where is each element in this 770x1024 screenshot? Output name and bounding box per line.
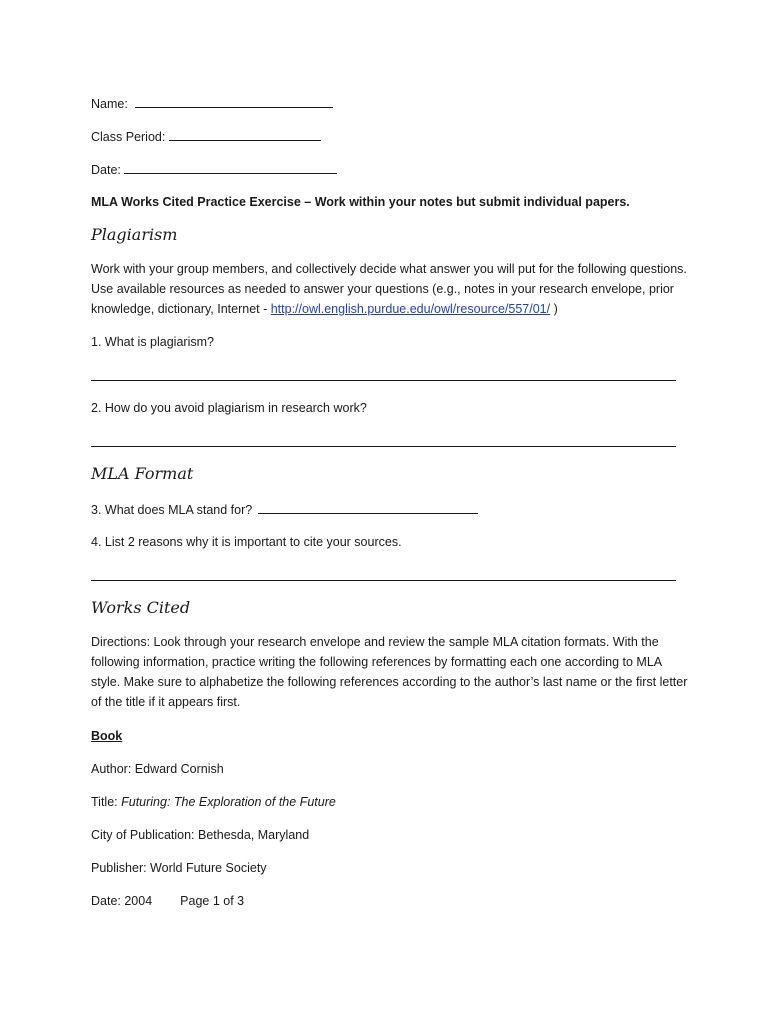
- book-date: Date: 2004: [91, 894, 153, 908]
- name-field[interactable]: [135, 95, 333, 108]
- book-date-row: [91, 893, 244, 909]
- answer-line-2[interactable]: [91, 446, 676, 447]
- mla-format-heading: MLA Format: [91, 464, 194, 483]
- answer-line-1[interactable]: [91, 380, 676, 381]
- class-period-row: [91, 128, 321, 145]
- page-number: Page 1 of 3: [180, 894, 245, 908]
- question-3-row: [91, 501, 478, 518]
- book-label: Book: [91, 729, 123, 743]
- book-title-value: Futuring: The Exploration of the Future: [121, 795, 336, 809]
- book-city: City of Publication: Bethesda, Maryland: [91, 828, 310, 842]
- date-field[interactable]: [124, 161, 337, 174]
- instruction-title: MLA Works Cited Practice Exercise – Work within your notes but submit individual papers.: [91, 195, 630, 209]
- answer-line-4[interactable]: [91, 580, 676, 581]
- plagiarism-intro-text: Work with your group members, and collectively decide what answer you will put for the following questions. Use available resources as needed to answer your questions (e.g., notes in your research envelope, prior knowledge, dictionary, Internet -: [91, 262, 687, 316]
- book-title-row: [91, 794, 336, 810]
- class-period-label: Class Period:: [91, 130, 166, 144]
- plagiarism-heading: Plagiarism: [91, 225, 178, 244]
- plagiarism-intro-end: ): [550, 302, 558, 316]
- works-cited-heading: Works Cited: [91, 598, 191, 617]
- name-row: [91, 95, 333, 112]
- book-title-label: Title:: [91, 795, 122, 809]
- question-3: 3. What does MLA stand for?: [91, 503, 253, 517]
- question-2: 2. How do you avoid plagiarism in research work?: [91, 401, 367, 415]
- date-row: [91, 161, 337, 178]
- owl-purdue-link[interactable]: http://owl.english.purdue.edu/owl/resource/557/01/: [270, 302, 551, 316]
- class-period-field[interactable]: [169, 128, 321, 141]
- works-cited-directions: Directions: Look through your research envelope and review the sample MLA citation formats. With the following information, practice writing the following references by formatting each one according to MLA style. Make sure to alphabetize the following references according to the author’s last name or the first letter of the title if it appears first.: [91, 635, 688, 709]
- book-author: Author: Edward Cornish: [91, 762, 224, 776]
- name-label: Name:: [91, 97, 128, 111]
- plagiarism-intro: [91, 259, 691, 319]
- date-label: Date:: [91, 163, 121, 177]
- question-3-field[interactable]: [258, 501, 478, 514]
- book-publisher: Publisher: World Future Society: [91, 861, 267, 875]
- question-1: 1. What is plagiarism?: [91, 335, 214, 349]
- question-4: 4. List 2 reasons why it is important to cite your sources.: [91, 535, 402, 549]
